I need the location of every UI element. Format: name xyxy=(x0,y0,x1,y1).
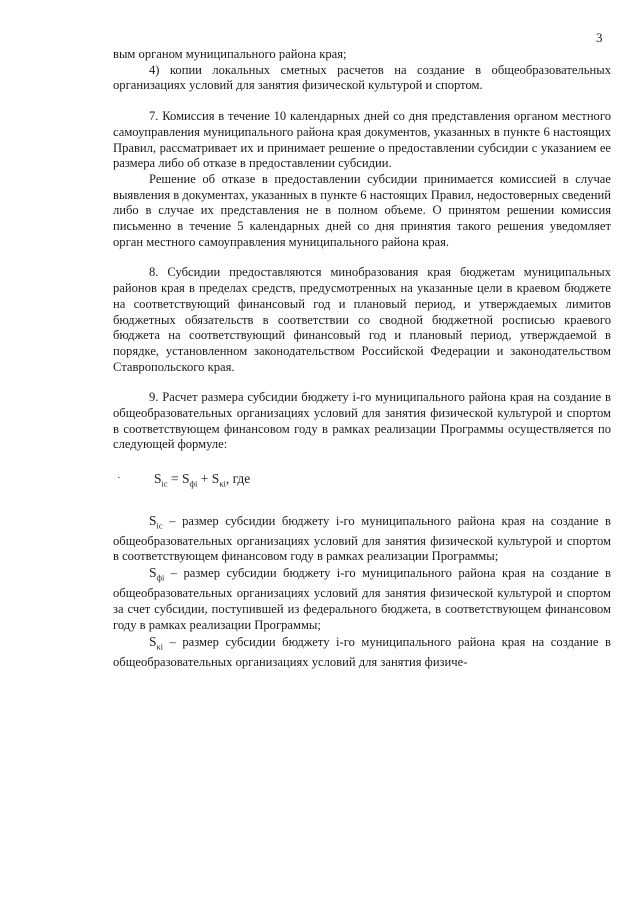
paragraph: 4) копии локальных сметных расчетов на создание в общеобразовательных организациях условий для занятия физической культурой и спортом. xyxy=(113,62,611,93)
formula: $S_{ic} = S_{фi} + S_{кi}$, где xyxy=(154,471,251,489)
bullet-dot: · xyxy=(117,472,121,485)
paragraph: вым органом муниципального района края; xyxy=(113,47,347,61)
paragraph: Решение об отказе в предоставлении субсидии принимается комиссией в случае выявления в документах, указанных в пункте 6 настоящих Правил, недостоверных сведений либо в случае их представления не в полном объеме. О принятом решении комиссия письменно в течение 5 календарных дней со дня принятия такого решения уведомляет орган местного самоуправления муниципального района края. xyxy=(113,171,611,249)
paragraph: 8. Субсидии предоставляются минобразования края бюджетам муниципальных районов края в пределах средств, предусмотренных на указанные цели в краевом бюджете на соответствующий финансовый год и плановый период, и утверждаемых лимитов бюджетных обязательств в соответствии со сводной бюджетной росписью краевого бюджета на соответствующий финансовый год и плановый период, утверждаемой в порядке, установленном законодательством Российской Федерации и законодательством Ставропольского края. xyxy=(113,265,611,374)
definition-sfi: $S_{фi}$ – размер субсидии бюджету i-го муниципального района края на создание в общеобразовательных организациях условий для занятия физической культурой и спортом за счет субсидии, поступившей из федерального бюджета, в соответствующем финансовом году в рамках реализации Программы; xyxy=(113,565,611,632)
paragraph: 7. Комиссия в течение 10 календарных дней со дня представления органом местного самоуправления муниципального района края документов, указанных в пункте 6 настоящих Правил, рассматривает их и принимает решение о предоставлении субсидии с указанием ее размера либо об отказе в предоставлении субсидии. xyxy=(113,109,611,171)
formula-line xyxy=(113,471,611,492)
definition-ski: $S_{кi}$ – размер субсидии бюджету i-го муниципального района края на создание в общеобразовательных организациях условий для занятия физиче- xyxy=(113,633,611,669)
definition-sic: $S_{ic}$ – размер субсидии бюджету i-го муниципального района края на создание в общеобразовательных организациях условий для занятия физической культурой и спортом в соответствующем финансовом году в рамках реализации Программы; xyxy=(113,512,611,564)
page-number: 3 xyxy=(596,30,603,45)
document-body xyxy=(113,47,611,670)
paragraph: 9. Расчет размера субсидии бюджету i-го муниципального района края на создание в общеобразовательных организациях условий для занятия физической культурой и спортом в соответствующем финансовом году в рамках реализации Программы осуществляется по следующей формуле: xyxy=(113,390,611,452)
